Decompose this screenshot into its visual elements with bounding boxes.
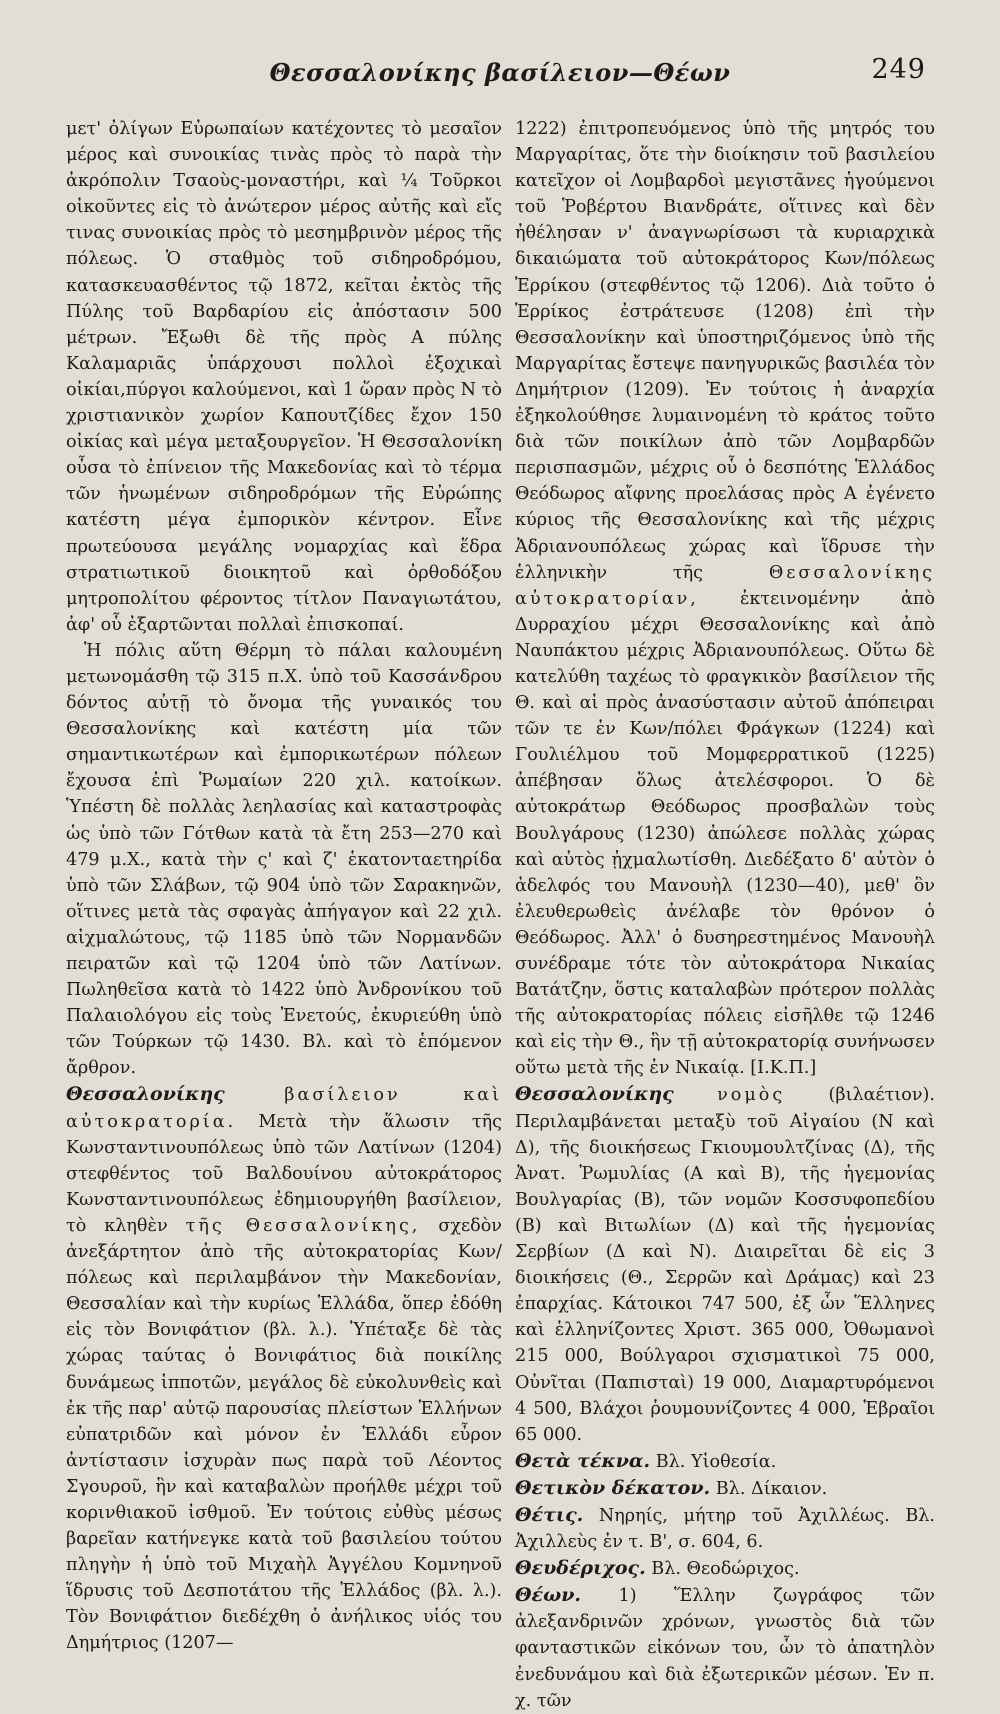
entry-spaced-title: νομὸς [717,1085,786,1106]
entry-spaced-name: τῆς Θεσσαλονίκης, [185,1215,421,1236]
right-column [515,116,935,1714]
page-number: 249 [871,54,926,85]
entry-thetis [515,1502,935,1555]
entry-text: 1) Ἕλλην ζωγράφος τῶν ἀλεξανδρινῶν χρόνων, γνωστὸς διὰ τῶν φανταστικῶν εἰκόνων του, ὧν τὸ ἀπατηλὸν ἐνεδυνάμου καὶ διὰ ἐξωτερικῶν μέσων. Ἐν π. χ. τῶν [515,1586,935,1711]
entry-headword: Θέτις. [515,1503,584,1526]
entry-headword: Θετὰ τέκνα. [515,1449,651,1472]
entry-text: 1222) ἐπιτροπευόμενος ὑπὸ τῆς μητρός του Μαργαρίτας, ὅτε τὴν διοίκησιν τοῦ βασιλείου κατεῖχον οἱ Λομβαρδοὶ μεγιστᾶνες ἡγούμενοι τοῦ Ῥοβέρτου Βιανδράτε, οἵτινες καὶ δὲν ἠθέλησαν ν' ἀναγνωρίσωσι τὰ κυριαρχικὰ δικαιώματα τοῦ αὐτοκράτορος Κων/πόλεως Ἑρρίκου (στεφθέντος τῷ 1206). Διὰ τοῦτο ὁ Ἑρρίκος ἐστράτευσε (1208) ἐπὶ τὴν Θεσσαλονίκην καὶ ὑποστηριζόμενος ὑπὸ τῆς Μαργαρίτας ἔστεψε πανηγυρικῶς βασιλέα τὸν Δημήτριον (1209). Ἐν τούτοις ἡ ἀναρχία ἐξηκολούθησε λυμαινομένη τὸ κράτος τοῦτο διὰ τῶν ποικίλων ἀπὸ τῶν Λομβαρδῶν περισπασμῶν, μέχρις οὗ ὁ δεσπότης Ἑλλάδος Θεόδωρος αἴφνης προελάσας πρὸς Α ἐγένετο κύριος τῆς Θεσσαλονίκης καὶ τῆς μέχρις Ἀδριανουπόλεως χώρας καὶ ἵδρυσε τὴν ἑλληνικὴν τῆς [515,119,935,583]
entry-thetikon-dekaton [515,1475,935,1502]
paragraph: μετ' ὀλίγων Εὐρωπαίων κατέχοντες τὸ μεσαῖον μέρος καὶ συνοικίας τινὰς πρὸς τὸ παρὰ τὴν ἀκρόπολιν Τσαοὺς-μοναστήρι, καὶ ¼ Τοῦρκοι οἰκοῦντες εἰς τὸ ἀνώτερον μέρος αὐτῆς καὶ εἴς τινας συνοικίας πρὸς τὸ μεσημβρινὸν μέρος τῆς πόλεως. Ὁ σταθμὸς τοῦ σιδηροδρόμου, κατασκευασθέντος τῷ 1872, κεῖται ἐκτὸς τῆς Πύλης τοῦ Βαρδαρίου εἰς ἀπόστασιν 500 μέτρων. Ἔξωθι δὲ τῆς πρὸς Α πύλης Καλαμαριᾶς ὑπάρχουσι πολλοὶ ἐξοχικαὶ οἰκίαι,πύργοι καλούμενοι, καὶ 1 ὥραν πρὸς Ν τὸ χριστιανικὸν χωρίον Καπουτζίδες ἔχον 150 οἰκίας καὶ μέγα μεταξουργεῖον. Ἡ Θεσσαλονίκη οὖσα τὸ ἐπίνειον τῆς Μακεδονίας καὶ τὸ τέρμα τῶν ἡνωμένων σιδηροδρόμων τῆς Εὐρώπης κατέστη μέγα ἐμπορικὸν κέντρον. Εἶνε πρωτεύουσα μεγάλης νομαρχίας καὶ ἕδρα στρατιωτικοῦ διοικητοῦ καὶ ὀρθοδόξου μητροπολίτου φέροντος τίτλον Παναγιωτάτου, ἀφ' οὗ ἐξαρτῶνται πολλαὶ ἐπισκοπαί. [66,119,502,635]
entry-theta-tekna [515,1448,935,1475]
page-header [0,54,1000,94]
entry-text: Μετὰ τὴν ἅλωσιν τῆς Κωνσταντινουπόλεως ὑπὸ τῶν Λατίνων (1204) στεφθέντος τοῦ Βαλδουίνου αὐτοκράτορος Κωνσταντινουπόλεως ἐδημιουργήθη βασίλειον, τὸ κληθὲν [66,1111,502,1236]
entry-headword: Θευδέριχος. [515,1557,646,1580]
entry-theon [515,1582,935,1713]
entry-headword: Θεσσαλονίκης [66,1083,225,1106]
entry-spaced-title: βασίλειον καὶ αὐτοκρατορία. [66,1085,502,1132]
entry-text: Βλ. Δίκαιον. [715,1478,828,1499]
entry-headword: Θεσσαλονίκης [515,1083,674,1106]
entry-text: Βλ. Θεοδώριχος. [651,1559,800,1580]
entry-text: Νηρηίς, μήτηρ τοῦ Ἀχιλλέως. Βλ. Ἀχιλλεὺς ἐν τ. Β', σ. 604, 6. [515,1505,935,1553]
entry-headword: Θετικὸν δέκατον. [515,1476,711,1499]
entry-text: (βιλαέτιον). Περιλαμβάνεται μεταξὺ τοῦ Αἰγαίου (Ν καὶ Δ), τῆς διοικήσεως Γκιουμουλτζίνας (Δ), τῆς Ἀνατ. Ῥωμυλίας (Α καὶ Β), τῆς ἡγεμονίας Βουλγαρίας (Β), τῶν νομῶν Κοσσυφοπεδίου (Β) καὶ Βιτωλίων (Δ) καὶ τῆς ἡγεμονίας Σερβίων (Δ καὶ Ν). Διαιρεῖται δὲ εἰς 3 διοικήσεις (Θ., Σερρῶν καὶ Δράμας) καὶ 23 ἐπαρχίας. Κάτοικοι 747 500, ἐξ ὧν Ἕλληνες καὶ ἑλληνίζοντες Χριστ. 365 000, Ὀθωμανοὶ 215 000, Βούλγαροι σχισματικοὶ 75 000, Οὐνῖται (Παπισταὶ) 19 000, Διαμαρτυρόμενοι 4 500, Βλάχοι ῥουμουνίζοντες 4 000, Ἑβραῖοι 65 000. [515,1085,936,1445]
paragraph [515,116,935,1081]
left-column [66,116,502,1657]
entry-text: Βλ. Υἱοθεσία. [655,1451,777,1472]
running-title: Θεσσαλονίκης βασίλειον—Θέων [269,58,731,87]
entry-text: σχεδὸν ἀνεξάρτητον ἀπὸ τῆς αὐτοκρατορίας Κων/πόλεως καὶ περιλαμβάνον τὴν Μακεδονίαν, Θεσσαλίαν καὶ τὴν κυρίως Ἑλλάδα, ὅπερ ἐδόθη εἰς τὸν Βονιφάτιον (βλ. λ.). Ὑπέταξε δὲ τὰς χώρας ταύτας ὁ Βονιφάτιος διὰ ποικίλης δυνάμεως ἱπποτῶν, μεγάλος δὲ εὐκολυνθεὶς καὶ ἐκ τῆς παρ' αὐτῷ παρουσίας πλείστων Ἑλλήνων εὐπατριδῶν καὶ μόνον ἐν Ἑλλάδι εὗρον ἀντίστασιν ἰσχυρὰν πως παρὰ τοῦ Λέοντος Σγουροῦ, ἣν καὶ καταβαλὼν προήλθε μέχρι τοῦ κορινθιακοῦ ἰσθμοῦ. Ἐν τούτοις εὐθὺς μέσως βαρεῖαν κατήνεγκε κατὰ τοῦ βασιλείου τούτου πληγὴν ἡ ὑπὸ τοῦ Μιχαὴλ Ἀγγέλου Κομνηνοῦ ἵδρυσις τοῦ Δεσποτάτου τῆς Ἑλλάδος (βλ. λ.). Τὸν Βονιφάτιον διεδέχθη ὁ ἀνήλικος υἱός του Δημήτριος (1207— [66,1215,502,1654]
entry-thessalonike-kingdom [66,1081,502,1656]
entry-spaced-name: Θεσσαλονίκης αὐτοκρατορίαν, [515,562,935,609]
entry-theuderichos [515,1555,935,1582]
entry-thessalonike-province [515,1081,935,1447]
entry-text: ἐκτεινομένην ἀπὸ Δυρραχίου μέχρι Θεσσαλονίκης καὶ ἀπὸ Ναυπάκτου μέχρις Ἀδριανουπόλεως. Οὕτω δὲ κατελύθη ταχέως τὸ φραγκικὸν βασίλειον τῆς Θ. καὶ αἱ πρὸς ἀνασύστασιν αὐτοῦ ἀπόπειραι τῶν τε ἐν Κων/πόλει Φράγκων (1224) καὶ Γουλιέλμου τοῦ Μομφερρατικοῦ (1225) ἀπέβησαν ὅλως ἀτελέσφοροι. Ὁ δὲ αὐτοκράτωρ Θεόδωρος προσβαλὼν τοὺς Βουλγάρους (1230) ἀπώλεσε πολλὰς χώρας καὶ αὐτὸς ᾐχμαλωτίσθη. Διεδέξατο δ' αὐτὸν ὁ ἀδελφός του Μανουὴλ (1230—40), μεθ' ὃν ἐλευθερωθεὶς ἀνέλαβε τὸν θρόνον ὁ Θεόδωρος. Ἀλλ' ὁ δυσηρεστημένος Μανουὴλ συνέδραμε τότε τὸν αὐτοκράτορα Νικαίας Βατάτζην, ὅστις καταλαβὼν πρότερον πολλὰς τῆς αὐτοκρατορίας πόλεις εἰσῆλθε τῷ 1246 καὶ εἰς τὴν Θ., ἣν τῇ αὐτοκρατορίᾳ συνήνωσεν οὕτω μετὰ τῆς ἐν Νικαίᾳ. [Ι.Κ.Π.] [515,588,935,1079]
paragraph: Ἡ πόλις αὕτη Θέρμη τὸ πάλαι καλουμένη μετωνομάσθη τῷ 315 π.Χ. ὑπὸ τοῦ Κασσάνδρου δόντος αὐτῇ τὸ ὄνομα τῆς γυναικός του Θεσσαλονίκης καὶ κατέστη μία τῶν σημαντικωτέρων καὶ ἐμπορικωτέρων πόλεων ἔχουσα ἐπὶ Ῥωμαίων 220 χιλ. κατοίκων. Ὑπέστη δὲ πολλὰς λεηλασίας καὶ καταστροφὰς ὡς ὑπὸ τῶν Γότθων κατὰ τὰ ἔτη 253—270 καὶ 479 μ.Χ., κατὰ τὴν ς' καὶ ζ' ἑκατονταετηρίδα ὑπὸ τῶν Σλάβων, τῷ 904 ὑπὸ τῶν Σαρακηνῶν, οἵτινες μετὰ τὰς σφαγὰς ἀπήγαγον καὶ 22 χιλ. αἰχμαλώτους, τῷ 1185 ὑπὸ τῶν Νορμανδῶν πειρατῶν καὶ τῷ 1204 ὑπὸ τῶν Λατίνων. Πωληθεῖσα κατὰ τὸ 1422 ὑπὸ Ἀνδρονίκου τοῦ Παλαιολόγου εἰς τοὺς Ἐνετούς, ἐκυριεύθη ὑπὸ τῶν Τούρκων τῷ 1430. Βλ. καὶ τὸ ἑπόμενον ἄρθρον. [66,640,502,1079]
entry-headword: Θέων. [515,1584,581,1607]
